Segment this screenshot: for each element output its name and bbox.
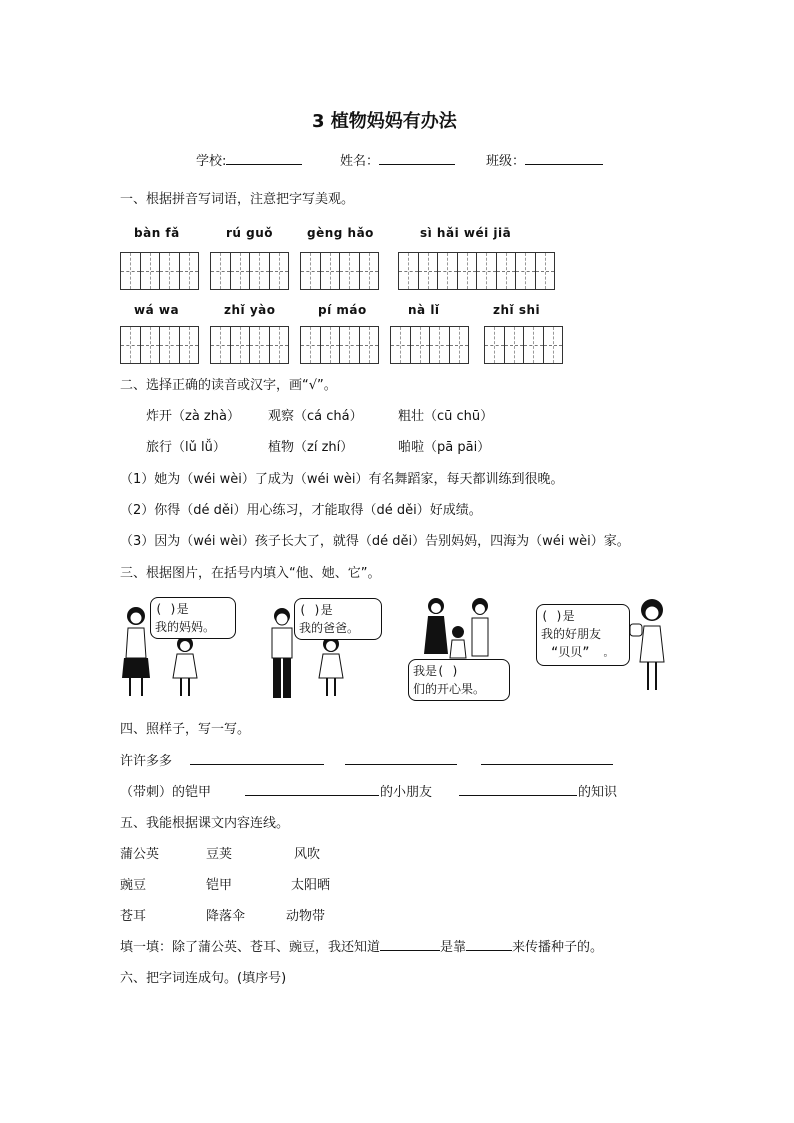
writing-grid-7[interactable] [300, 326, 379, 364]
match-method-3[interactable]: 动物带 [286, 909, 326, 924]
speech-bubble-3[interactable] [408, 659, 510, 701]
pinyin-8: nà lǐ [408, 303, 440, 317]
answer-line-5[interactable] [459, 781, 577, 796]
fill-part-a: 填一填：除了蒲公英、苍耳、豌豆，我还知道 [120, 940, 381, 955]
match-mid-2[interactable]: 铠甲 [206, 878, 233, 893]
fill-in-sentence [120, 936, 603, 955]
name-blank[interactable] [379, 150, 455, 165]
match-plant-3[interactable]: 苍耳 [120, 909, 147, 924]
section-4-heading: 四、照样子，写一写。 [120, 722, 251, 737]
fill-part-c: 来传播种子的。 [512, 940, 604, 955]
school-label: 学校: [196, 154, 227, 169]
choice-6[interactable]: 啪啦（pā pāi） [398, 440, 491, 455]
pinyin-6: zhǐ yào [224, 303, 276, 317]
girl-illustration-2 [314, 634, 348, 700]
pinyin-2: rú guǒ [226, 226, 274, 240]
bubble-4-line-1: ( )是 [541, 609, 575, 623]
fill-blank-2[interactable] [466, 936, 512, 951]
match-mid-3[interactable]: 降落伞 [206, 909, 246, 924]
bubble-3-line-2: 们的开心果。 [413, 682, 486, 696]
bubble-2-line-1: ( )是 [299, 603, 333, 617]
example-1: 许许多多 [120, 754, 173, 769]
pinyin-7: pí máo [318, 303, 367, 317]
class-blank[interactable] [525, 150, 603, 165]
choice-5[interactable]: 植物（zí zhí） [268, 440, 354, 455]
pinyin-9: zhǐ shi [493, 303, 541, 317]
match-mid-1[interactable]: 豆荚 [206, 847, 233, 862]
writing-grid-1[interactable] [120, 252, 199, 290]
bubble-1-line-2: 我的妈妈。 [155, 620, 216, 634]
class-field [486, 150, 603, 169]
bubble-2-line-2: 我的爸爸。 [299, 621, 360, 635]
bubble-4-pet-name: “贝贝” [551, 645, 590, 659]
class-label: 班级： [486, 154, 526, 169]
pet-icon [630, 624, 642, 636]
pinyin-1: bàn fǎ [134, 226, 180, 240]
writing-grid-6[interactable] [210, 326, 289, 364]
question-1[interactable]: （1）她为（wéi wèi）了成为（wéi wèi）有名舞蹈家，每天都训练到很晚。 [120, 472, 564, 487]
answer-line-3[interactable] [481, 750, 613, 765]
answer-line-1[interactable] [190, 750, 324, 765]
choice-2[interactable]: 观察（cá chá） [268, 409, 363, 424]
girl-with-pet-illustration [624, 596, 676, 696]
question-3[interactable]: （3）因为（wéi wèi）孩子长大了，就得（dé děi）告别妈妈，四海为（wéi wèi）家。 [120, 534, 630, 549]
section-3-heading: 三、根据图片，在括号内填入“他、她、它”。 [120, 566, 381, 581]
example-2: （带刺）的铠甲 [120, 785, 212, 800]
writing-grid-2[interactable] [210, 252, 289, 290]
choice-3[interactable]: 粗壮（cū chū） [398, 409, 494, 424]
name-label: 姓名： [340, 154, 380, 169]
family-illustration [418, 596, 498, 660]
name-field [340, 150, 455, 169]
writing-grid-8[interactable] [390, 326, 469, 364]
school-field [196, 150, 302, 169]
speech-bubble-2[interactable] [294, 598, 382, 640]
writing-grid-9[interactable] [484, 326, 563, 364]
bubble-1-line-1: ( )是 [155, 602, 189, 616]
phrase-friend: 的小朋友 [380, 785, 433, 800]
bubble-4-dot: 。 [603, 648, 614, 659]
bubble-4-line-2: 我的好朋友 [541, 627, 602, 641]
page-title: 3 植物妈妈有办法 [312, 111, 457, 132]
section-1-heading: 一、根据拼音写词语，注意把字写美观。 [120, 192, 355, 207]
pinyin-5: wá wa [134, 303, 180, 317]
phrase-knowledge: 的知识 [578, 785, 618, 800]
school-blank[interactable] [226, 150, 302, 165]
choice-1[interactable]: 炸开（zà zhà） [146, 409, 240, 424]
match-plant-1[interactable]: 蒲公英 [120, 847, 160, 862]
choice-4[interactable]: 旅行（lǔ lǚ） [146, 440, 226, 455]
answer-line-2[interactable] [345, 750, 457, 765]
writing-grid-5[interactable] [120, 326, 199, 364]
bubble-3-line-1: 我是( ) [413, 664, 459, 678]
match-method-2[interactable]: 太阳晒 [291, 878, 331, 893]
pinyin-4: sì hǎi wéi jiā [420, 226, 512, 240]
speech-bubble-4[interactable] [536, 604, 630, 666]
girl-illustration-1 [168, 634, 202, 700]
speech-bubble-1[interactable] [150, 597, 236, 639]
bubble-4-line-3 [541, 643, 625, 663]
section-2-heading: 二、选择正确的读音或汉字，画“√”。 [120, 378, 337, 393]
pinyin-3: gèng hǎo [307, 226, 374, 240]
fill-blank-1[interactable] [380, 936, 440, 951]
section-5-heading: 五、我能根据课文内容连线。 [120, 816, 290, 831]
section-6-heading: 六、把字词连成句。(填序号) [120, 971, 287, 986]
match-method-1[interactable]: 风吹 [294, 847, 321, 862]
fill-part-b: 是靠 [440, 940, 467, 955]
answer-line-4[interactable] [245, 781, 379, 796]
writing-grid-4[interactable] [398, 252, 555, 290]
question-2[interactable]: （2）你得（dé děi）用心练习，才能取得（dé děi）好成绩。 [120, 503, 482, 518]
match-plant-2[interactable]: 豌豆 [120, 878, 147, 893]
writing-grid-3[interactable] [300, 252, 379, 290]
